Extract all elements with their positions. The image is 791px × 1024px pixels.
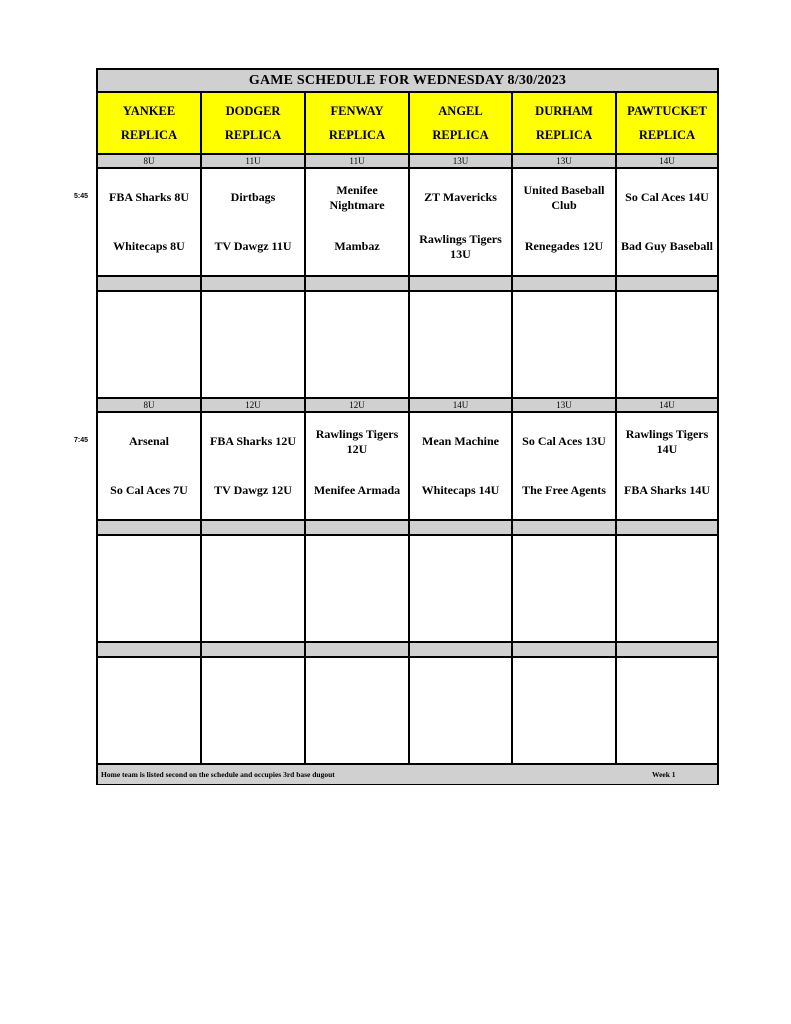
field-header	[306, 93, 408, 153]
empty-cell	[202, 292, 304, 397]
field-name: DODGER	[225, 104, 281, 118]
spacer-cell	[617, 277, 717, 290]
away-team: Mean Machine	[422, 434, 499, 448]
spacer-cell	[306, 521, 408, 534]
empty-cell	[617, 536, 717, 641]
away-team: Arsenal	[129, 434, 169, 448]
home-team: Menifee Armada	[313, 483, 401, 497]
empty-cell	[98, 536, 200, 641]
away-team: United Baseball Club	[523, 182, 605, 212]
footer-row	[98, 765, 717, 784]
spacer-cell	[98, 277, 200, 290]
field-name: YANKEE	[122, 104, 176, 118]
field-sub: REPLICA	[638, 128, 696, 142]
game-cell	[410, 169, 511, 275]
spacer-row	[98, 643, 717, 656]
empty-cell	[617, 658, 717, 763]
game-row	[98, 413, 717, 519]
spacer-row	[98, 521, 717, 534]
age-group-cell	[513, 155, 615, 167]
age-row	[98, 155, 717, 167]
away-team: Rawlings Tigers 14U	[625, 426, 709, 456]
game-cell	[513, 169, 615, 275]
title-row	[98, 70, 717, 91]
away-team: Menifee Nightmare	[329, 182, 385, 212]
field-header	[513, 93, 615, 153]
empty-cell	[513, 292, 615, 397]
field-name: FENWAY	[330, 104, 384, 118]
spacer-cell	[513, 277, 615, 290]
game-cell	[617, 169, 717, 275]
age-group-label: 14U	[659, 156, 675, 166]
age-group-cell	[410, 399, 511, 411]
home-team-note: Home team is listed second on the schedule and occupies 3rd base dugout	[101, 770, 335, 779]
empty-cell	[513, 536, 615, 641]
spacer-row	[98, 277, 717, 290]
away-team: Rawlings Tigers 12U	[315, 426, 399, 456]
spacer-cell	[410, 521, 511, 534]
age-group-cell	[306, 155, 408, 167]
age-group-label: 14U	[659, 400, 675, 410]
game-cell	[513, 413, 615, 519]
empty-row	[98, 292, 717, 397]
spacer-cell	[513, 643, 615, 656]
empty-cell	[306, 292, 408, 397]
age-group-cell	[410, 155, 511, 167]
spacer-cell	[98, 521, 200, 534]
age-group-label: 12U	[245, 400, 261, 410]
spacer-cell	[410, 643, 511, 656]
away-team: ZT Mavericks	[424, 190, 497, 204]
game-cell	[98, 169, 200, 275]
field-name: DURHAM	[535, 104, 593, 118]
spacer-cell	[202, 277, 304, 290]
empty-row	[98, 658, 717, 763]
game-cell	[202, 169, 304, 275]
away-team: FBA Sharks 8U	[108, 190, 190, 204]
empty-row	[98, 536, 717, 641]
game-cell	[410, 413, 511, 519]
age-group-cell	[98, 155, 200, 167]
age-group-label: 11U	[245, 156, 261, 166]
age-group-label: 13U	[556, 400, 572, 410]
age-group-label: 8U	[143, 400, 155, 410]
empty-cell	[410, 292, 511, 397]
field-sub: REPLICA	[535, 128, 593, 142]
age-group-label: 13U	[452, 156, 469, 166]
field-sub: REPLICA	[120, 128, 178, 142]
home-team: FBA Sharks 14U	[623, 483, 711, 497]
empty-cell	[306, 536, 408, 641]
schedule-title: GAME SCHEDULE FOR WEDNESDAY 8/30/2023	[248, 72, 567, 88]
away-team: FBA Sharks 12U	[209, 434, 297, 448]
age-group-cell	[617, 399, 717, 411]
home-team: So Cal Aces 7U	[110, 483, 188, 497]
week-label: Week 1	[652, 770, 676, 779]
empty-cell	[306, 658, 408, 763]
spacer-cell	[513, 521, 615, 534]
empty-cell	[410, 658, 511, 763]
home-team: TV Dawgz 11U	[214, 239, 292, 253]
age-group-cell	[306, 399, 408, 411]
field-header	[98, 93, 200, 153]
field-header	[617, 93, 717, 153]
home-team: TV Dawgz 12U	[214, 483, 292, 497]
age-group-label: 12U	[349, 400, 365, 410]
empty-cell	[98, 658, 200, 763]
age-group-label: 13U	[556, 156, 572, 166]
home-team: Renegades 12U	[524, 239, 604, 253]
home-team: Bad Guy Baseball	[620, 239, 714, 253]
away-team: Dirtbags	[230, 190, 276, 204]
home-team: Whitecaps 8U	[113, 239, 185, 253]
age-group-label: 14U	[452, 400, 469, 410]
field-name: PAWTUCKET	[627, 104, 707, 118]
spacer-cell	[306, 277, 408, 290]
home-team: Rawlings Tigers 13U	[419, 231, 502, 261]
empty-cell	[410, 536, 511, 641]
age-group-cell	[98, 399, 200, 411]
game-cell	[306, 169, 408, 275]
away-team: So Cal Aces 13U	[522, 434, 606, 448]
age-group-cell	[513, 399, 615, 411]
home-team: The Free Agents	[522, 483, 606, 497]
game-cell	[98, 413, 200, 519]
field-header	[202, 93, 304, 153]
time-label: 5:45	[74, 193, 89, 200]
age-group-cell	[202, 155, 304, 167]
field-header-row	[98, 93, 717, 153]
spacer-cell	[617, 643, 717, 656]
spacer-cell	[410, 277, 511, 290]
field-name: ANGEL	[438, 104, 483, 118]
spacer-cell	[306, 643, 408, 656]
spacer-cell	[98, 643, 200, 656]
age-group-cell	[202, 399, 304, 411]
field-sub: REPLICA	[224, 128, 282, 142]
spacer-cell	[617, 521, 717, 534]
empty-cell	[202, 536, 304, 641]
field-sub: REPLICA	[328, 128, 386, 142]
away-team: So Cal Aces 14U	[625, 190, 709, 204]
game-row	[98, 169, 717, 275]
field-header	[410, 93, 511, 153]
age-group-cell	[617, 155, 717, 167]
game-cell	[306, 413, 408, 519]
schedule-table	[96, 68, 719, 785]
empty-cell	[202, 658, 304, 763]
home-team: Whitecaps 14U	[421, 483, 500, 497]
spacer-cell	[202, 643, 304, 656]
field-sub: REPLICA	[432, 128, 489, 142]
game-cell	[617, 413, 717, 519]
time-label: 7:45	[74, 437, 89, 444]
age-group-label: 8U	[143, 156, 155, 166]
age-group-label: 11U	[349, 156, 365, 166]
home-team: Mambaz	[334, 239, 380, 253]
game-cell	[202, 413, 304, 519]
age-row	[98, 399, 717, 411]
empty-cell	[513, 658, 615, 763]
empty-cell	[617, 292, 717, 397]
empty-cell	[98, 292, 200, 397]
spacer-cell	[202, 521, 304, 534]
